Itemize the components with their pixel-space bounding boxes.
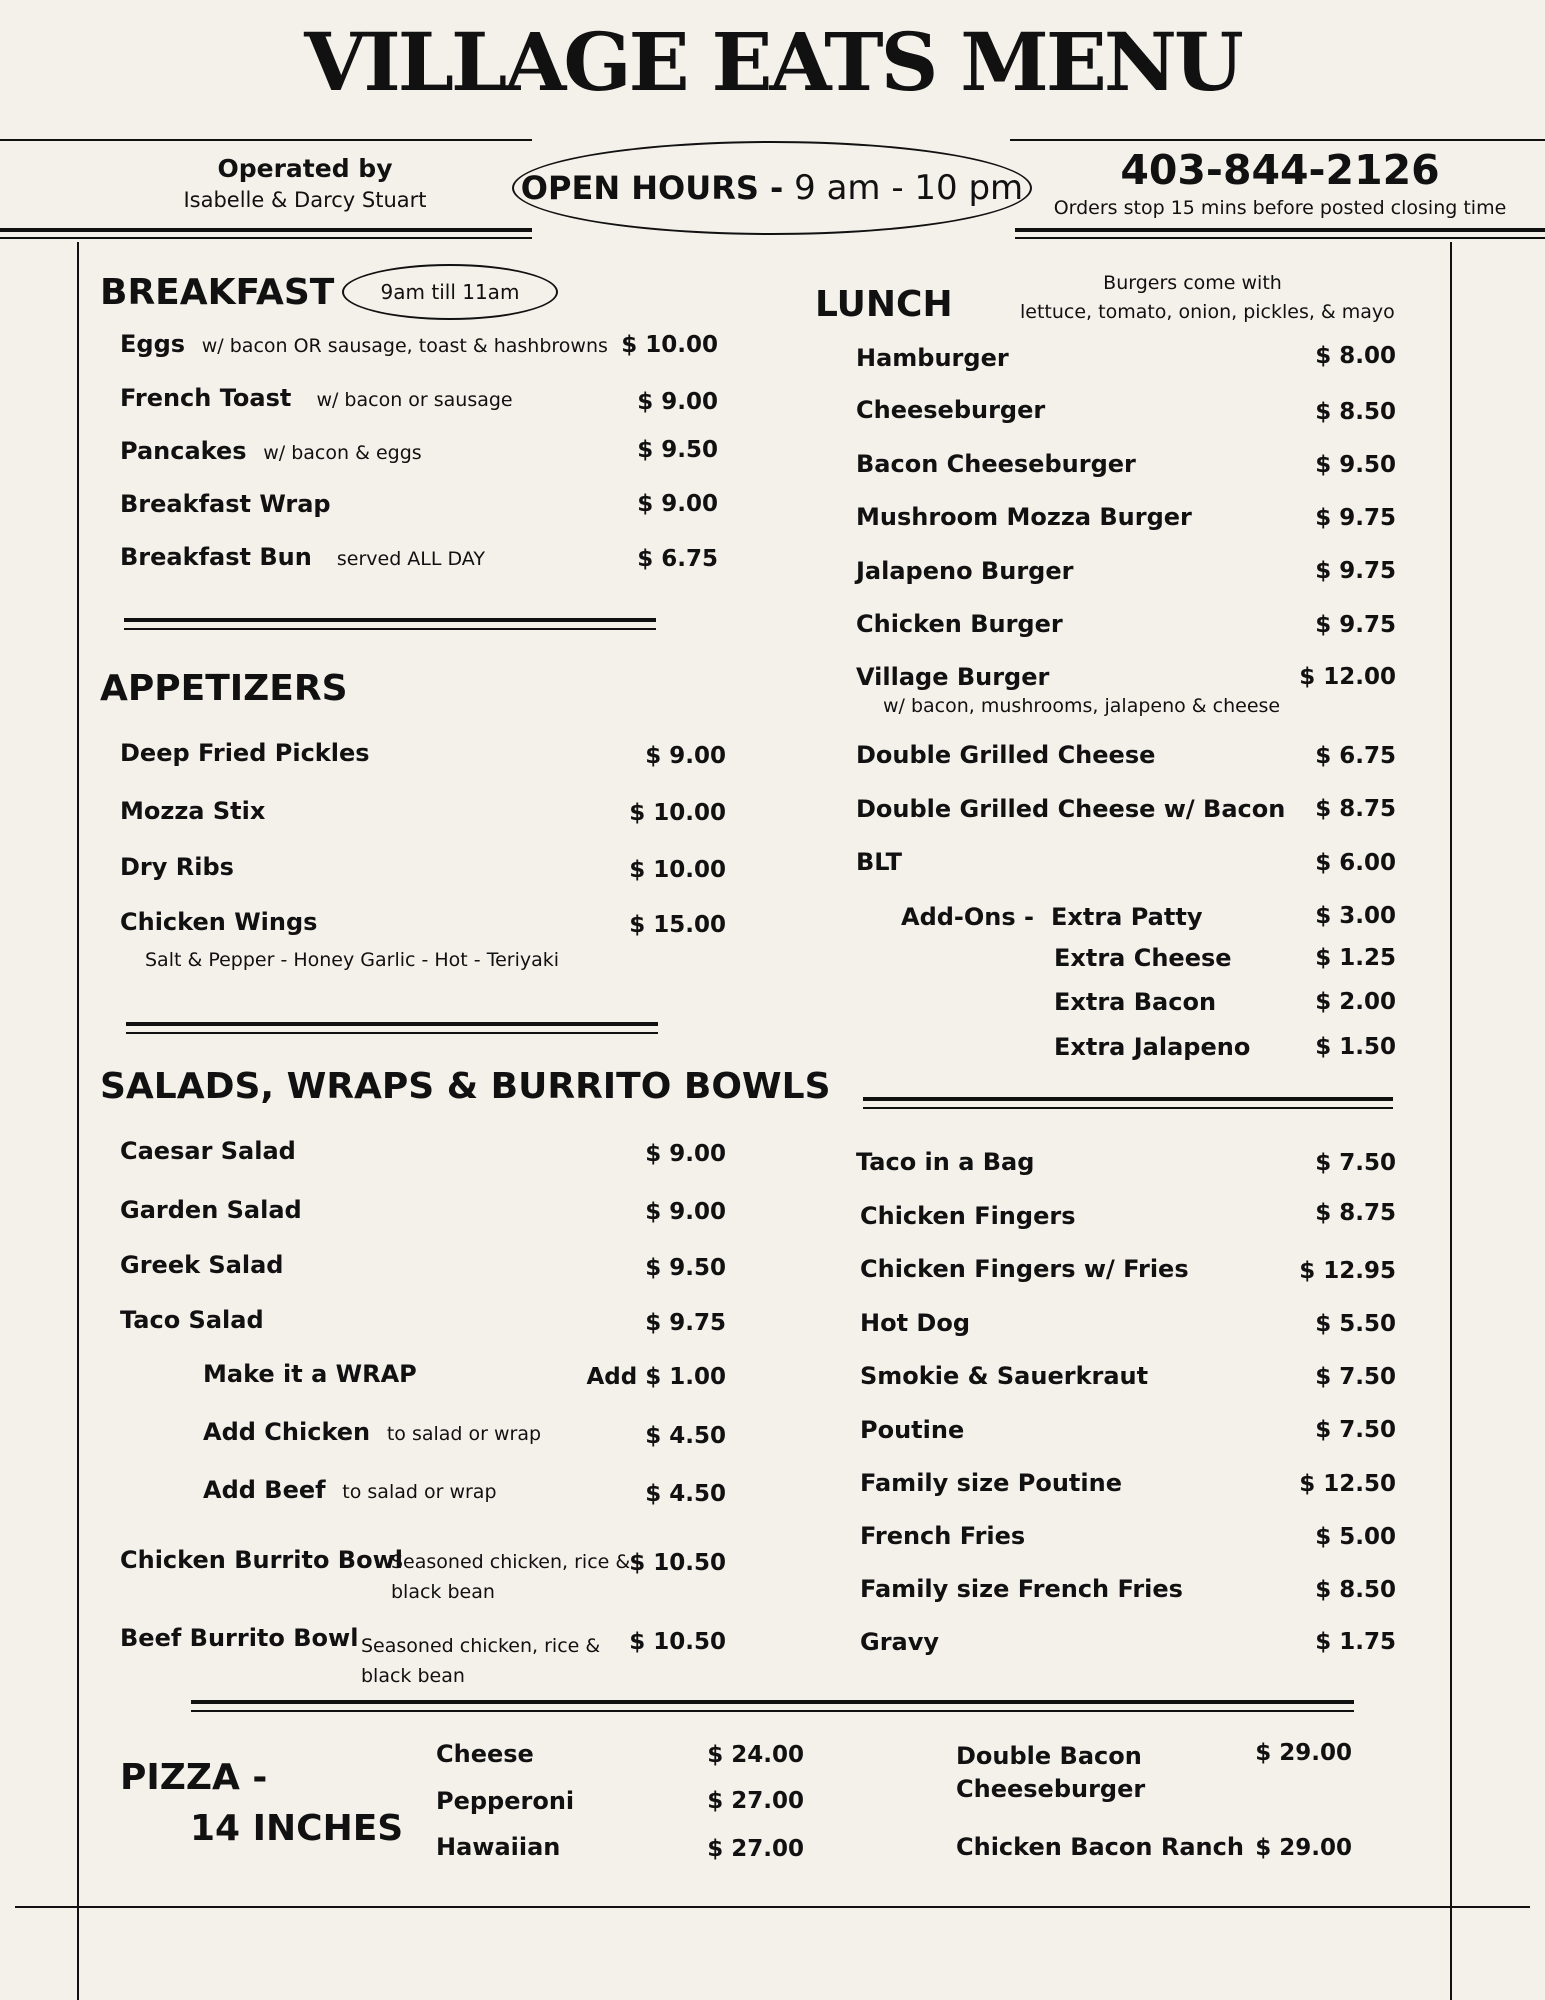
item-price: $ 9.00 <box>637 491 718 517</box>
open-hours-value: 9 am - 10 pm <box>794 168 1024 208</box>
item-price: $ 4.50 <box>645 1481 726 1507</box>
lunch-addon: Extra Cheese <box>1054 944 1232 972</box>
item-price: Add $ 1.00 <box>586 1364 726 1390</box>
item-price: $ 9.00 <box>645 1199 726 1225</box>
pizza-item: Hawaiian <box>436 1833 561 1861</box>
item-price: $ 12.50 <box>1299 1471 1396 1497</box>
lunch-addon: Extra Jalapeno <box>1054 1033 1251 1061</box>
item-name: Breakfast Bun <box>120 543 312 571</box>
pizza-special <box>956 1740 1145 1806</box>
breakfast-hours-badge: 9am till 11am <box>342 264 558 320</box>
village-burger-note: w/ bacon, mushrooms, jalapeno & cheese <box>883 695 1281 717</box>
bowl-note <box>361 1631 600 1691</box>
header-line-left-bottom2 <box>0 237 532 239</box>
addons-label: Add-Ons - <box>901 903 1034 931</box>
item-price: $ 10.50 <box>629 1550 726 1576</box>
salads-heading: SALADS, WRAPS & BURRITO BOWLS <box>100 1066 831 1107</box>
item-price: $ 12.00 <box>1299 664 1396 690</box>
item-price: $ 7.50 <box>1315 1150 1396 1176</box>
item-price: $ 7.50 <box>1315 1417 1396 1443</box>
lunch-item: Double Grilled Cheese <box>856 741 1156 769</box>
salad-addon: Make it a WRAP <box>203 1360 417 1388</box>
pizza-heading: PIZZA - <box>120 1757 268 1798</box>
breakfast-divider-thin <box>124 628 656 630</box>
item-note: served ALL DAY <box>336 548 485 570</box>
item-price: $ 2.00 <box>1315 989 1396 1015</box>
lunch-item: Cheeseburger <box>856 396 1046 424</box>
item-note: to salad or wrap <box>386 1423 542 1445</box>
item-note: w/ bacon & eggs <box>263 442 422 464</box>
lunch-item: BLT <box>856 848 902 876</box>
item-price: $ 9.00 <box>637 389 718 415</box>
item-name: Breakfast Wrap <box>120 490 331 518</box>
operator-names: Isabelle & Darcy Stuart <box>183 188 427 212</box>
side-item: Chicken Fingers w/ Fries <box>860 1255 1189 1283</box>
salad-item: Garden Salad <box>120 1196 302 1224</box>
header-line-right-top <box>1010 139 1545 141</box>
header-line-right-bottom2 <box>1015 237 1545 239</box>
appetizers-heading: APPETIZERS <box>100 668 348 709</box>
item-price: $ 4.50 <box>645 1423 726 1449</box>
item-name: Pancakes <box>120 437 247 465</box>
lunch-item: Chicken Burger <box>856 610 1063 638</box>
item-price: $ 29.00 <box>1255 1835 1352 1861</box>
breakfast-item <box>120 543 485 571</box>
item-price: $ 5.00 <box>1315 1524 1396 1550</box>
item-note: w/ bacon or sausage <box>316 389 513 411</box>
item-note: to salad or wrap <box>342 1481 497 1503</box>
salad-item: Caesar Salad <box>120 1137 296 1165</box>
menu-title: VILLAGE EATS MENU <box>304 15 1241 109</box>
bowl-item: Beef Burrito Bowl <box>120 1624 359 1652</box>
side-item: Taco in a Bag <box>856 1148 1035 1176</box>
header-line-left-top <box>0 139 532 141</box>
item-name: Add Chicken <box>203 1418 371 1446</box>
burger-toppings-note: Burgers come with <box>1103 272 1282 294</box>
item-price: $ 10.00 <box>629 857 726 883</box>
salad-item: Greek Salad <box>120 1251 284 1279</box>
breakfast-heading: BREAKFAST <box>100 272 335 313</box>
breakfast-item <box>120 384 513 412</box>
item-note: w/ bacon OR sausage, toast & hashbrowns <box>201 335 608 357</box>
appetizers-divider-thin <box>126 1032 658 1034</box>
side-item: Family size Poutine <box>860 1469 1122 1497</box>
item-price: $ 9.50 <box>637 437 718 463</box>
salad-item: Taco Salad <box>120 1306 264 1334</box>
breakfast-item <box>120 437 422 465</box>
item-price: $ 9.50 <box>1315 452 1396 478</box>
item-price: $ 9.50 <box>645 1255 726 1281</box>
note-line: Seasoned chicken, rice & <box>391 1551 631 1573</box>
side-item: Family size French Fries <box>860 1575 1183 1603</box>
item-price: $ 8.00 <box>1315 343 1396 369</box>
item-name: French Toast <box>120 384 292 412</box>
frame-bottom-line <box>15 1906 1530 1908</box>
open-hours-badge <box>512 141 1032 235</box>
lunch-heading: LUNCH <box>815 284 953 325</box>
item-price: $ 10.00 <box>621 332 718 358</box>
pizza-divider-thin <box>191 1710 1354 1712</box>
frame-left-line <box>77 242 79 2000</box>
item-price: $ 1.50 <box>1315 1034 1396 1060</box>
item-price: $ 6.00 <box>1315 850 1396 876</box>
side-item: Smokie & Sauerkraut <box>860 1362 1149 1390</box>
note-line: Seasoned chicken, rice & <box>361 1635 601 1657</box>
note-line: black bean <box>391 1581 495 1603</box>
item-price: $ 9.75 <box>645 1310 726 1336</box>
side-item: Gravy <box>860 1628 940 1656</box>
item-price: $ 1.25 <box>1315 945 1396 971</box>
item-price: $ 8.75 <box>1315 796 1396 822</box>
lunch-addon: Extra Patty <box>1051 903 1203 931</box>
open-hours-label: OPEN HOURS - <box>520 169 784 207</box>
item-price: $ 9.75 <box>1315 505 1396 531</box>
burger-toppings-list: lettuce, tomato, onion, pickles, & mayo <box>1020 301 1395 323</box>
item-price: $ 9.75 <box>1315 558 1396 584</box>
pizza-size: 14 INCHES <box>190 1808 404 1849</box>
breakfast-divider <box>124 618 656 622</box>
lunch-item: Hamburger <box>856 344 1009 372</box>
appetizer-item: Chicken Wings <box>120 908 318 936</box>
side-item: Hot Dog <box>860 1309 970 1337</box>
lunch-item: Village Burger <box>856 663 1050 691</box>
side-item: Poutine <box>860 1416 965 1444</box>
item-price: $ 7.50 <box>1315 1364 1396 1390</box>
operated-by-label: Operated by <box>217 154 393 183</box>
item-price: $ 29.00 <box>1255 1740 1352 1766</box>
item-price: $ 27.00 <box>707 1788 804 1814</box>
pizza-item: Cheese <box>436 1740 534 1768</box>
note-line: black bean <box>361 1665 465 1687</box>
appetizer-item: Mozza Stix <box>120 797 266 825</box>
item-price: $ 8.50 <box>1315 399 1396 425</box>
item-name: Add Beef <box>203 1476 326 1504</box>
item-price: $ 8.75 <box>1315 1200 1396 1226</box>
lunch-item: Bacon Cheeseburger <box>856 450 1136 478</box>
item-price: $ 5.50 <box>1315 1311 1396 1337</box>
phone-number: 403-844-2126 <box>1120 146 1440 194</box>
bowl-item: Chicken Burrito Bowl <box>120 1546 403 1574</box>
lunch-item: Jalapeno Burger <box>856 557 1074 585</box>
item-price: $ 15.00 <box>629 912 726 938</box>
pizza-special: Chicken Bacon Ranch <box>956 1833 1244 1861</box>
closing-note: Orders stop 15 mins before posted closing time <box>1053 197 1507 219</box>
item-price: $ 10.50 <box>629 1629 726 1655</box>
lunch-item: Mushroom Mozza Burger <box>856 503 1192 531</box>
item-price: $ 6.75 <box>1315 743 1396 769</box>
header-line-right-bottom <box>1015 228 1545 232</box>
lunch-addon: Extra Bacon <box>1054 988 1217 1016</box>
frame-right-line <box>1450 242 1452 2000</box>
item-price: $ 6.75 <box>637 546 718 572</box>
item-name: Cheeseburger <box>956 1775 1146 1803</box>
appetizer-item: Dry Ribs <box>120 853 234 881</box>
item-price: $ 9.00 <box>645 743 726 769</box>
appetizer-item: Deep Fried Pickles <box>120 739 370 767</box>
pizza-divider <box>191 1700 1354 1704</box>
salad-addon <box>203 1418 541 1446</box>
pizza-item: Pepperoni <box>436 1787 575 1815</box>
item-name: Eggs <box>120 330 186 358</box>
lunch-divider <box>863 1097 1393 1101</box>
item-price: $ 10.00 <box>629 800 726 826</box>
side-item: Chicken Fingers <box>860 1202 1076 1230</box>
item-price: $ 9.00 <box>645 1141 726 1167</box>
wings-flavors-note: Salt & Pepper - Honey Garlic - Hot - Teriyaki <box>145 949 560 971</box>
appetizers-divider <box>126 1022 658 1026</box>
salad-addon <box>203 1476 497 1504</box>
item-price: $ 24.00 <box>707 1742 804 1768</box>
breakfast-item <box>120 490 331 518</box>
item-price: $ 8.50 <box>1315 1577 1396 1603</box>
item-price: $ 3.00 <box>1315 903 1396 929</box>
item-name: Double Bacon <box>956 1742 1142 1770</box>
item-price: $ 27.00 <box>707 1836 804 1862</box>
breakfast-item <box>120 330 608 358</box>
item-price: $ 1.75 <box>1315 1629 1396 1655</box>
side-item: French Fries <box>860 1522 1026 1550</box>
lunch-item: Double Grilled Cheese w/ Bacon <box>856 795 1286 823</box>
lunch-divider-thin <box>863 1107 1393 1109</box>
item-price: $ 12.95 <box>1299 1258 1396 1284</box>
header-line-left-bottom <box>0 228 532 232</box>
item-price: $ 9.75 <box>1315 612 1396 638</box>
